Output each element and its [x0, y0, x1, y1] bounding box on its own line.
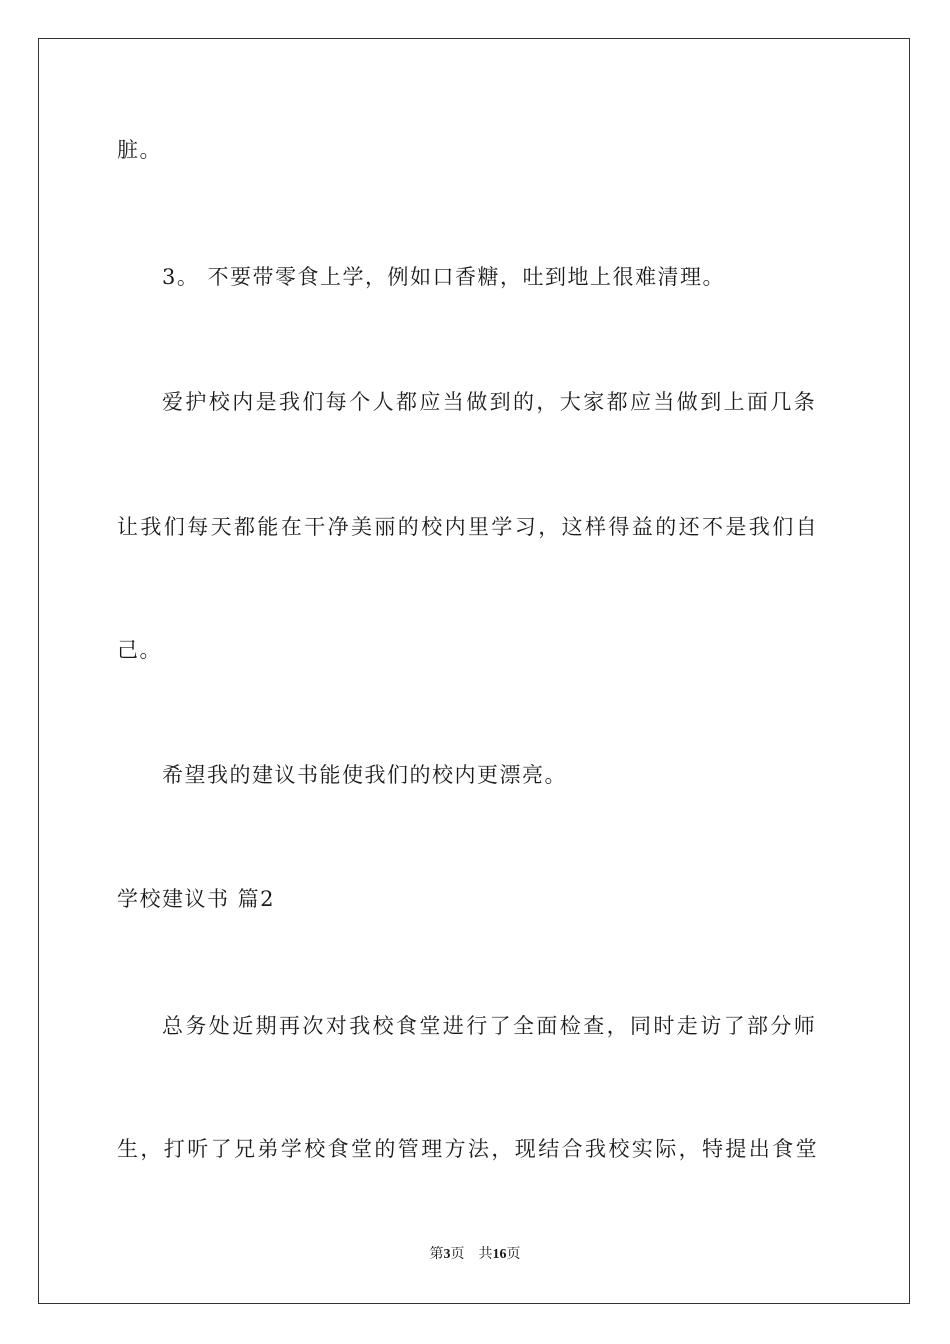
text-line-3: 爱护校内是我们每个人都应当做到的，大家都应当做到上面几条: [162, 390, 818, 414]
text-line-6: 希望我的建议书能使我们的校内更漂亮。: [162, 763, 567, 787]
footer-page-prefix: 第: [429, 1247, 444, 1262]
page-footer: [0, 1246, 950, 1264]
text-line-4: 让我们每天都能在干净美丽的校内里学习，这样得益的还不是我们自: [117, 515, 819, 539]
text-line-7: 总务处近期再次对我校食堂进行了全面检查，同时走访了部分师: [162, 1014, 818, 1038]
footer-total-suffix: 页: [506, 1247, 521, 1262]
text-line-2: 3。 不要带零食上学，例如口香糖，吐到地上很难清理。: [162, 265, 726, 289]
page-border: [38, 38, 910, 1304]
text-line-1: 脏。: [117, 138, 162, 162]
footer-total-prefix: 共: [478, 1247, 493, 1262]
section-heading: 学校建议书 篇2: [117, 887, 276, 911]
text-line-5: 己。: [117, 638, 162, 662]
footer-total-number: 16: [492, 1247, 507, 1262]
text-line-8: 生，打听了兄弟学校食堂的管理方法，现结合我校实际，特提出食堂: [117, 1137, 819, 1161]
footer-page-number: 3: [443, 1247, 451, 1262]
footer-page-suffix: 页: [450, 1247, 465, 1262]
